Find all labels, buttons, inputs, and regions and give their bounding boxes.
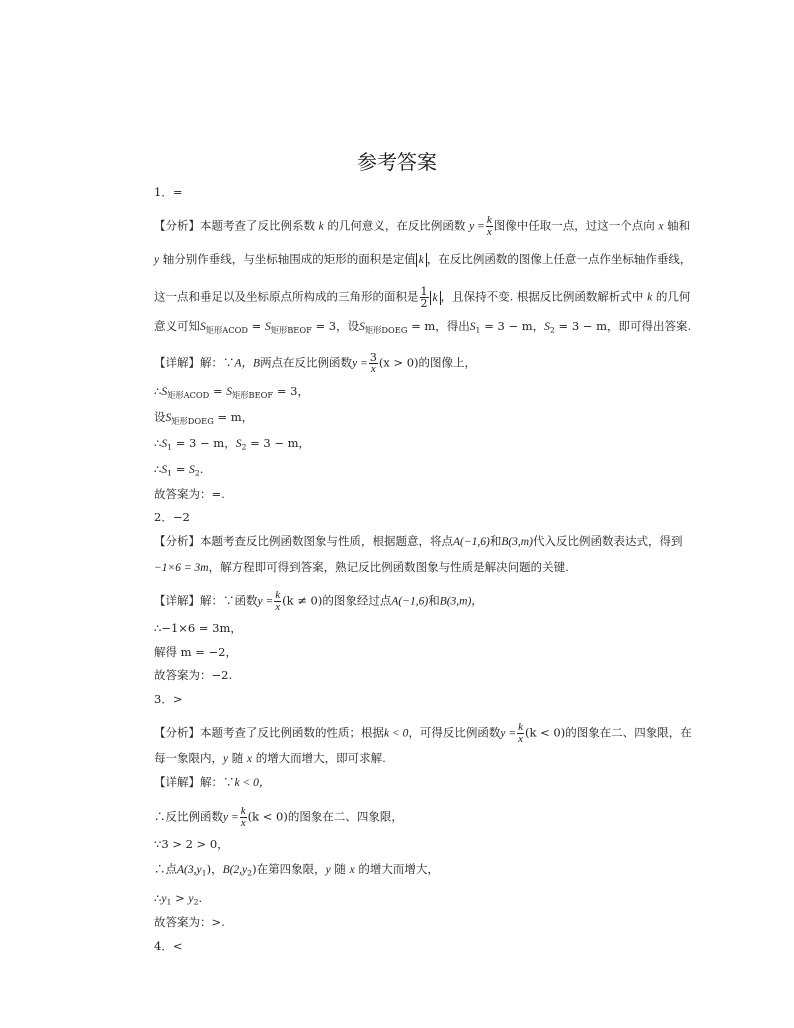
q4-answer: 4．< xyxy=(154,939,183,953)
q1-final-answer: 故答案为：=. xyxy=(154,487,225,501)
q1-analysis-line4: 意义可知$S_{矩形ACOD} = S_{矩形BEOF} = 3$，设$S_{矩形DOEG} = m$，得出$S_1 = 3 - m$，$S_2 = 3 - m$，即可得出答案. xyxy=(154,319,692,335)
q3-detail-line4: ∴点$A(3,y_1)$，$B(2,y_2)$在第四象限，y 随 x 的增大而增大， xyxy=(154,862,439,878)
q3-analysis-line1: 【分析】本题考查了反比例函数的性质；根据k < 0，可得反比例函数y = $\frac{k}{x}$ (k < 0)的图象在二、四象限，在 xyxy=(154,721,692,745)
q1-answer: 1．= xyxy=(154,185,183,199)
q2-analysis-line1: 【分析】本题考查反比例函数图象与性质，根据题意，将点A(−1,6)和B(3,m)代入反比例函数表达式，得到 xyxy=(154,534,683,548)
q2-final-answer: 故答案为：−2. xyxy=(154,668,233,682)
q3-answer: 3．> xyxy=(154,692,183,706)
fraction-k-over-x: $\frac{k}{x}$ xyxy=(518,721,524,745)
fraction-k-over-x: $\frac{k}{x}$ xyxy=(275,589,281,613)
fraction-3-over-x: $\frac{3}{x}$ xyxy=(369,351,377,375)
page-title: 参考答案 xyxy=(357,150,437,174)
q1-detail-line1: 【详解】解：∵A，B两点在反比例函数y = $\frac{3}{x}$ (x > 0)的图像上， xyxy=(154,351,477,375)
fraction-k-over-x: $\frac{k}{x}$ xyxy=(240,805,246,829)
q3-detail-line3: ∵3 > 2 > 0， xyxy=(154,837,229,851)
q2-answer: 2．−2 xyxy=(154,510,190,524)
q1-detail-line4: $\therefore S_1 = 3 - m$，$S_2 = 3 - m$， xyxy=(154,436,311,452)
q2-analysis-line2: −1×6 = 3m，解方程即可得到答案，熟记反比例函数图象与性质是解决问题的关键. xyxy=(154,560,569,574)
q3-detail-line2: ∴反比例函数y = $\frac{k}{x}$ (k < 0)的图象在二、四象限， xyxy=(154,805,403,829)
q3-detail-line1: 【详解】解：∵k < 0， xyxy=(154,775,271,789)
q1-detail-line5: $\therefore S_1 = S_2$. xyxy=(154,462,204,478)
q1-analysis-line3: 这一点和垂足以及坐标原点所构成的三角形的面积是 $\frac{1}{2}$ k ，且保持不变. 根据反比例函数解析式中 k 的几何 xyxy=(154,285,691,310)
fraction-half: $\frac{1}{2}$ xyxy=(420,285,428,310)
q1-detail-line3: 设$S_{矩形DOEG} = m$， xyxy=(154,410,254,426)
q3-detail-line5: $\therefore y_1 > y_2$. xyxy=(154,891,203,907)
q2-detail-line2: ∴−1×6 = 3m， xyxy=(154,621,242,635)
q1-detail-line2: $\therefore S_{矩形ACOD} = S_{矩形BEOF} = 3$， xyxy=(154,384,309,400)
q2-detail-line3: 解得 m = −2， xyxy=(154,645,237,659)
q1-analysis-line2: y 轴分别作垂线，与坐标轴围成的矩形的面积是定值 k ，在反比例函数的图像上任意一点作坐标轴作垂线， xyxy=(154,252,692,266)
q3-final-answer: 故答案为：>. xyxy=(154,915,225,929)
q2-detail-line1: 【详解】解：∵函数y = $\frac{k}{x}$ (k ≠ 0)的图象经过点A(−1,6)和B(3,m)， xyxy=(154,589,483,613)
q1-analysis-line1: 【分析】本题考查了反比例系数 k 的几何意义，在反比例函数 y = $\frac{k}{x}$ 图像中任取一点，过这一个点向 x 轴和 xyxy=(154,214,691,238)
q3-analysis-line2: 每一象限内，y 随 x 的增大而增大，即可求解. xyxy=(154,751,386,765)
fraction-k-over-x: $\frac{k}{x}$ xyxy=(486,214,492,238)
